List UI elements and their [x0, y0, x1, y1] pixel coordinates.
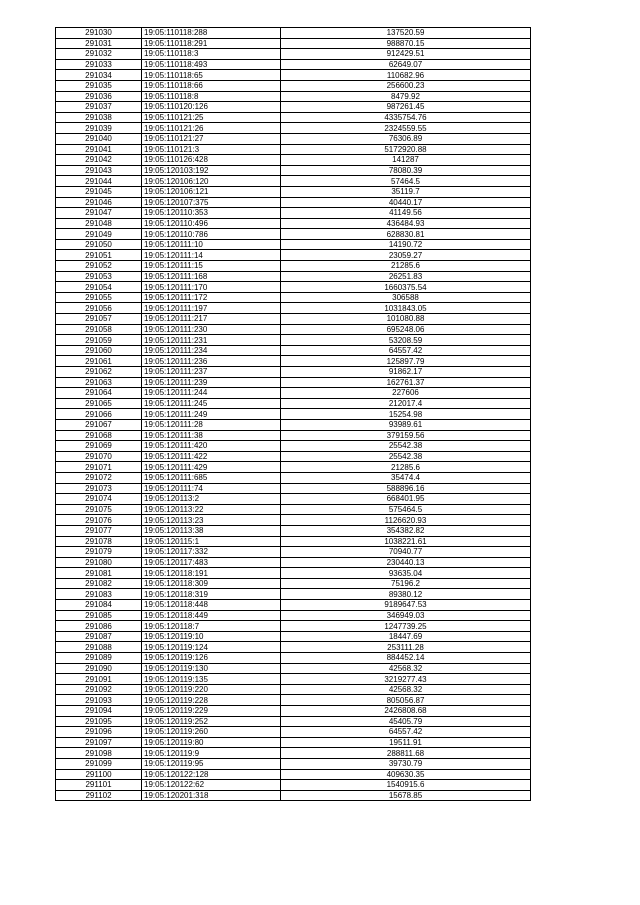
value-cell: 93635.04 [281, 568, 531, 579]
cadastral-number-cell: 19:05:120111:168 [142, 271, 281, 282]
value-cell: 57464.5 [281, 176, 531, 187]
cadastral-number-cell: 19:05:110120:126 [142, 102, 281, 113]
value-cell: 45405.79 [281, 716, 531, 727]
record-number-cell: 291059 [56, 335, 142, 346]
table-row [56, 59, 531, 70]
value-cell: 62649.07 [281, 59, 531, 70]
cadastral-number-cell: 19:05:120110:786 [142, 229, 281, 240]
cadastral-number-cell: 19:05:120111:231 [142, 335, 281, 346]
value-cell: 1038221.61 [281, 536, 531, 547]
table-row [56, 483, 531, 494]
table-row [56, 409, 531, 420]
table-row [56, 653, 531, 664]
value-cell: 575464.5 [281, 504, 531, 515]
table-row [56, 303, 531, 314]
record-number-cell: 291074 [56, 494, 142, 505]
table-row [56, 695, 531, 706]
cadastral-number-cell: 19:05:120119:124 [142, 642, 281, 653]
table-row [56, 398, 531, 409]
record-number-cell: 291050 [56, 239, 142, 250]
record-number-cell: 291093 [56, 695, 142, 706]
value-cell: 256600.23 [281, 80, 531, 91]
cadastral-number-cell: 19:05:120118:319 [142, 589, 281, 600]
cadastral-number-cell: 19:05:120103:192 [142, 165, 281, 176]
cadastral-number-cell: 19:05:120111:10 [142, 239, 281, 250]
value-cell: 21285.6 [281, 462, 531, 473]
table-row [56, 261, 531, 272]
value-cell: 35474.4 [281, 472, 531, 483]
record-number-cell: 291068 [56, 430, 142, 441]
cadastral-number-cell: 19:05:120115:1 [142, 536, 281, 547]
cadastral-number-cell: 19:05:120110:496 [142, 218, 281, 229]
record-number-cell: 291097 [56, 737, 142, 748]
value-cell: 25542.38 [281, 451, 531, 462]
table-row [56, 314, 531, 325]
cadastral-number-cell: 19:05:120113:22 [142, 504, 281, 515]
value-cell: 1540915.6 [281, 780, 531, 791]
cadastral-number-cell: 19:05:120122:62 [142, 780, 281, 791]
table-row [56, 49, 531, 60]
value-cell: 40440.17 [281, 197, 531, 208]
record-number-cell: 291096 [56, 727, 142, 738]
table-row [56, 335, 531, 346]
value-cell: 4335754.76 [281, 112, 531, 123]
cadastral-number-cell: 19:05:120117:332 [142, 547, 281, 558]
record-number-cell: 291037 [56, 102, 142, 113]
value-cell: 14190.72 [281, 239, 531, 250]
record-number-cell: 291056 [56, 303, 142, 314]
cadastral-number-cell: 19:05:120119:126 [142, 653, 281, 664]
table-row [56, 70, 531, 81]
record-number-cell: 291099 [56, 758, 142, 769]
cadastral-number-cell: 19:05:120119:80 [142, 737, 281, 748]
table-row [56, 80, 531, 91]
value-cell: 15254.98 [281, 409, 531, 420]
value-cell: 18447.69 [281, 631, 531, 642]
value-cell: 588896.16 [281, 483, 531, 494]
cadastral-number-cell: 19:05:120111:172 [142, 292, 281, 303]
value-cell: 253111.28 [281, 642, 531, 653]
record-number-cell: 291084 [56, 600, 142, 611]
record-number-cell: 291081 [56, 568, 142, 579]
cadastral-number-cell: 19:05:120111:14 [142, 250, 281, 261]
table-row [56, 345, 531, 356]
record-number-cell: 291086 [56, 621, 142, 632]
table-row [56, 218, 531, 229]
value-cell: 75196.2 [281, 578, 531, 589]
table-row [56, 292, 531, 303]
record-number-cell: 291045 [56, 186, 142, 197]
table-row [56, 494, 531, 505]
cadastral-number-cell: 19:05:120111:249 [142, 409, 281, 420]
record-number-cell: 291043 [56, 165, 142, 176]
record-number-cell: 291044 [56, 176, 142, 187]
record-number-cell: 291031 [56, 38, 142, 49]
value-cell: 101080.88 [281, 314, 531, 325]
value-cell: 1126620.93 [281, 515, 531, 526]
cadastral-number-cell: 19:05:110121:3 [142, 144, 281, 155]
cadastral-number-cell: 19:05:120118:191 [142, 568, 281, 579]
cadastral-number-cell: 19:05:120201:318 [142, 790, 281, 801]
value-cell: 93989.61 [281, 419, 531, 430]
cadastral-number-cell: 19:05:120111:74 [142, 483, 281, 494]
table-row [56, 91, 531, 102]
value-cell: 110682.96 [281, 70, 531, 81]
value-cell: 379159.56 [281, 430, 531, 441]
cadastral-number-cell: 19:05:120113:38 [142, 525, 281, 536]
cadastral-number-cell: 19:05:120111:237 [142, 367, 281, 378]
cadastral-number-cell: 19:05:110118:65 [142, 70, 281, 81]
record-number-cell: 291030 [56, 28, 142, 39]
value-cell: 21285.6 [281, 261, 531, 272]
value-cell: 912429.51 [281, 49, 531, 60]
value-cell: 53208.59 [281, 335, 531, 346]
table-row [56, 176, 531, 187]
record-number-cell: 291052 [56, 261, 142, 272]
record-number-cell: 291063 [56, 377, 142, 388]
record-number-cell: 291071 [56, 462, 142, 473]
table-row [56, 525, 531, 536]
cadastral-number-cell: 19:05:120119:10 [142, 631, 281, 642]
table-row [56, 250, 531, 261]
cadastral-number-cell: 19:05:120111:245 [142, 398, 281, 409]
table-row [56, 38, 531, 49]
record-number-cell: 291092 [56, 684, 142, 695]
table-row [56, 674, 531, 685]
record-number-cell: 291042 [56, 155, 142, 166]
table-row [56, 441, 531, 452]
table-row [56, 706, 531, 717]
value-cell: 306588 [281, 292, 531, 303]
value-cell: 137520.59 [281, 28, 531, 39]
record-number-cell: 291072 [56, 472, 142, 483]
record-number-cell: 291041 [56, 144, 142, 155]
table-row [56, 748, 531, 759]
table-row [56, 472, 531, 483]
record-number-cell: 291036 [56, 91, 142, 102]
cadastral-number-cell: 19:05:120118:309 [142, 578, 281, 589]
cadastral-number-cell: 19:05:120111:170 [142, 282, 281, 293]
record-number-cell: 291094 [56, 706, 142, 717]
table-row [56, 155, 531, 166]
value-cell: 35119.7 [281, 186, 531, 197]
value-cell: 628830.81 [281, 229, 531, 240]
cadastral-number-cell: 19:05:120119:228 [142, 695, 281, 706]
table-row [56, 790, 531, 801]
cadastral-number-cell: 19:05:120111:236 [142, 356, 281, 367]
table-row [56, 112, 531, 123]
record-number-cell: 291077 [56, 525, 142, 536]
cadastral-number-cell: 19:05:120118:7 [142, 621, 281, 632]
cadastral-number-cell: 19:05:120111:420 [142, 441, 281, 452]
table-row [56, 642, 531, 653]
cadastral-number-cell: 19:05:110121:27 [142, 133, 281, 144]
table-row [56, 727, 531, 738]
record-number-cell: 291100 [56, 769, 142, 780]
table-row [56, 557, 531, 568]
table-row [56, 102, 531, 113]
value-cell: 5172920.88 [281, 144, 531, 155]
value-cell: 230440.13 [281, 557, 531, 568]
value-cell: 884452.14 [281, 653, 531, 664]
table-row [56, 186, 531, 197]
value-cell: 89380.12 [281, 589, 531, 600]
table-row [56, 769, 531, 780]
table-row [56, 123, 531, 134]
record-number-cell: 291038 [56, 112, 142, 123]
cadastral-number-cell: 19:05:120111:234 [142, 345, 281, 356]
record-number-cell: 291066 [56, 409, 142, 420]
table-row [56, 780, 531, 791]
record-number-cell: 291034 [56, 70, 142, 81]
record-number-cell: 291078 [56, 536, 142, 547]
table-row [56, 239, 531, 250]
cadastral-number-cell: 19:05:110118:291 [142, 38, 281, 49]
cadastral-number-cell: 19:05:120106:121 [142, 186, 281, 197]
cadastral-number-cell: 19:05:120106:120 [142, 176, 281, 187]
table-row [56, 610, 531, 621]
cadastral-number-cell: 19:05:120119:260 [142, 727, 281, 738]
record-number-cell: 291065 [56, 398, 142, 409]
record-number-cell: 291083 [56, 589, 142, 600]
cadastral-number-cell: 19:05:120111:685 [142, 472, 281, 483]
record-number-cell: 291035 [56, 80, 142, 91]
record-number-cell: 291033 [56, 59, 142, 70]
record-number-cell: 291061 [56, 356, 142, 367]
table-row [56, 631, 531, 642]
value-cell: 1247739.25 [281, 621, 531, 632]
cadastral-number-cell: 19:05:120111:28 [142, 419, 281, 430]
cadastral-number-cell: 19:05:120111:244 [142, 388, 281, 399]
table-row [56, 377, 531, 388]
value-cell: 42568.32 [281, 684, 531, 695]
table-row [56, 578, 531, 589]
document-sheet [55, 27, 531, 801]
cadastral-number-cell: 19:05:120111:230 [142, 324, 281, 335]
table-row [56, 367, 531, 378]
value-cell: 42568.32 [281, 663, 531, 674]
record-number-cell: 291098 [56, 748, 142, 759]
table-row [56, 282, 531, 293]
table-row [56, 451, 531, 462]
table-row [56, 663, 531, 674]
table-row [56, 28, 531, 39]
cadastral-number-cell: 19:05:110126:428 [142, 155, 281, 166]
record-number-cell: 291058 [56, 324, 142, 335]
value-cell: 23059.27 [281, 250, 531, 261]
cadastral-number-cell: 19:05:120118:449 [142, 610, 281, 621]
record-number-cell: 291048 [56, 218, 142, 229]
cadastral-number-cell: 19:05:110118:8 [142, 91, 281, 102]
value-cell: 39730.79 [281, 758, 531, 769]
cadastral-number-cell: 19:05:120111:15 [142, 261, 281, 272]
table-row [56, 515, 531, 526]
record-number-cell: 291079 [56, 547, 142, 558]
table-row [56, 737, 531, 748]
record-number-cell: 291101 [56, 780, 142, 791]
value-cell: 212017.4 [281, 398, 531, 409]
cadastral-number-cell: 19:05:120117:483 [142, 557, 281, 568]
value-cell: 26251.83 [281, 271, 531, 282]
record-number-cell: 291102 [56, 790, 142, 801]
table-row [56, 568, 531, 579]
record-number-cell: 291091 [56, 674, 142, 685]
table-row [56, 144, 531, 155]
record-number-cell: 291051 [56, 250, 142, 261]
cadastral-number-cell: 19:05:120122:128 [142, 769, 281, 780]
record-number-cell: 291054 [56, 282, 142, 293]
record-number-cell: 291082 [56, 578, 142, 589]
table-row [56, 208, 531, 219]
record-number-cell: 291064 [56, 388, 142, 399]
value-cell: 162761.37 [281, 377, 531, 388]
cadastral-number-cell: 19:05:110118:493 [142, 59, 281, 70]
table-row [56, 758, 531, 769]
cadastral-number-cell: 19:05:120111:197 [142, 303, 281, 314]
value-cell: 141287 [281, 155, 531, 166]
cadastral-number-cell: 19:05:110121:25 [142, 112, 281, 123]
value-cell: 25542.38 [281, 441, 531, 452]
value-cell: 988870.15 [281, 38, 531, 49]
value-cell: 436484.93 [281, 218, 531, 229]
table-row [56, 716, 531, 727]
record-number-cell: 291057 [56, 314, 142, 325]
value-cell: 76306.89 [281, 133, 531, 144]
record-number-cell: 291049 [56, 229, 142, 240]
table-row [56, 589, 531, 600]
value-cell: 227606 [281, 388, 531, 399]
cadastral-number-cell: 19:05:120111:239 [142, 377, 281, 388]
cadastral-number-cell: 19:05:120119:9 [142, 748, 281, 759]
table-row [56, 388, 531, 399]
value-cell: 78080.39 [281, 165, 531, 176]
record-number-cell: 291095 [56, 716, 142, 727]
value-cell: 15678.85 [281, 790, 531, 801]
record-number-cell: 291046 [56, 197, 142, 208]
table-row [56, 419, 531, 430]
table-row [56, 133, 531, 144]
cadastral-number-cell: 19:05:110118:66 [142, 80, 281, 91]
record-number-cell: 291076 [56, 515, 142, 526]
cadastral-number-cell: 19:05:120107:375 [142, 197, 281, 208]
record-number-cell: 291087 [56, 631, 142, 642]
table-row [56, 197, 531, 208]
table-row [56, 536, 531, 547]
value-cell: 409630.35 [281, 769, 531, 780]
cadastral-number-cell: 19:05:120119:130 [142, 663, 281, 674]
value-cell: 91862.17 [281, 367, 531, 378]
value-cell: 2426808.68 [281, 706, 531, 717]
value-cell: 2324559.55 [281, 123, 531, 134]
value-cell: 8479.92 [281, 91, 531, 102]
record-number-cell: 291075 [56, 504, 142, 515]
value-cell: 19511.91 [281, 737, 531, 748]
record-number-cell: 291069 [56, 441, 142, 452]
cadastral-number-cell: 19:05:120119:220 [142, 684, 281, 695]
table-row [56, 462, 531, 473]
record-number-cell: 291062 [56, 367, 142, 378]
table-row [56, 621, 531, 632]
record-number-cell: 291090 [56, 663, 142, 674]
table-row [56, 684, 531, 695]
cadastral-number-cell: 19:05:120111:429 [142, 462, 281, 473]
record-number-cell: 291053 [56, 271, 142, 282]
record-number-cell: 291070 [56, 451, 142, 462]
cadastral-number-cell: 19:05:120110:353 [142, 208, 281, 219]
record-number-cell: 291055 [56, 292, 142, 303]
cadastral-number-cell: 19:05:110121:26 [142, 123, 281, 134]
value-cell: 64557.42 [281, 727, 531, 738]
record-number-cell: 291073 [56, 483, 142, 494]
value-cell: 668401.95 [281, 494, 531, 505]
value-cell: 1660375.54 [281, 282, 531, 293]
cadastral-number-cell: 19:05:120111:38 [142, 430, 281, 441]
record-number-cell: 291080 [56, 557, 142, 568]
value-cell: 41149.56 [281, 208, 531, 219]
value-cell: 987261.45 [281, 102, 531, 113]
cadastral-number-cell: 19:05:110118:3 [142, 49, 281, 60]
cadastral-number-cell: 19:05:120113:23 [142, 515, 281, 526]
record-number-cell: 291089 [56, 653, 142, 664]
table-row [56, 271, 531, 282]
cadastral-number-cell: 19:05:120111:217 [142, 314, 281, 325]
value-cell: 70940.77 [281, 547, 531, 558]
data-table [55, 27, 531, 801]
record-number-cell: 291067 [56, 419, 142, 430]
cadastral-number-cell: 19:05:120118:448 [142, 600, 281, 611]
record-number-cell: 291039 [56, 123, 142, 134]
table-row [56, 324, 531, 335]
table-row [56, 547, 531, 558]
table-row [56, 600, 531, 611]
cadastral-number-cell: 19:05:120113:2 [142, 494, 281, 505]
cadastral-number-cell: 19:05:120119:95 [142, 758, 281, 769]
value-cell: 805056.87 [281, 695, 531, 706]
record-number-cell: 291047 [56, 208, 142, 219]
table-row [56, 356, 531, 367]
record-number-cell: 291085 [56, 610, 142, 621]
record-number-cell: 291060 [56, 345, 142, 356]
cadastral-number-cell: 19:05:120111:422 [142, 451, 281, 462]
table-row [56, 430, 531, 441]
value-cell: 288811.68 [281, 748, 531, 759]
value-cell: 1031843.05 [281, 303, 531, 314]
cadastral-number-cell: 19:05:120119:229 [142, 706, 281, 717]
record-number-cell: 291040 [56, 133, 142, 144]
table-row [56, 504, 531, 515]
cadastral-number-cell: 19:05:120119:135 [142, 674, 281, 685]
value-cell: 125897.79 [281, 356, 531, 367]
value-cell: 64557.42 [281, 345, 531, 356]
cadastral-number-cell: 19:05:110118:288 [142, 28, 281, 39]
value-cell: 3219277.43 [281, 674, 531, 685]
cadastral-number-cell: 19:05:120119:252 [142, 716, 281, 727]
value-cell: 9189647.53 [281, 600, 531, 611]
table-row [56, 165, 531, 176]
record-number-cell: 291088 [56, 642, 142, 653]
value-cell: 354382.82 [281, 525, 531, 536]
value-cell: 346949.03 [281, 610, 531, 621]
table-row [56, 229, 531, 240]
table-body [56, 28, 531, 801]
value-cell: 695248.06 [281, 324, 531, 335]
record-number-cell: 291032 [56, 49, 142, 60]
